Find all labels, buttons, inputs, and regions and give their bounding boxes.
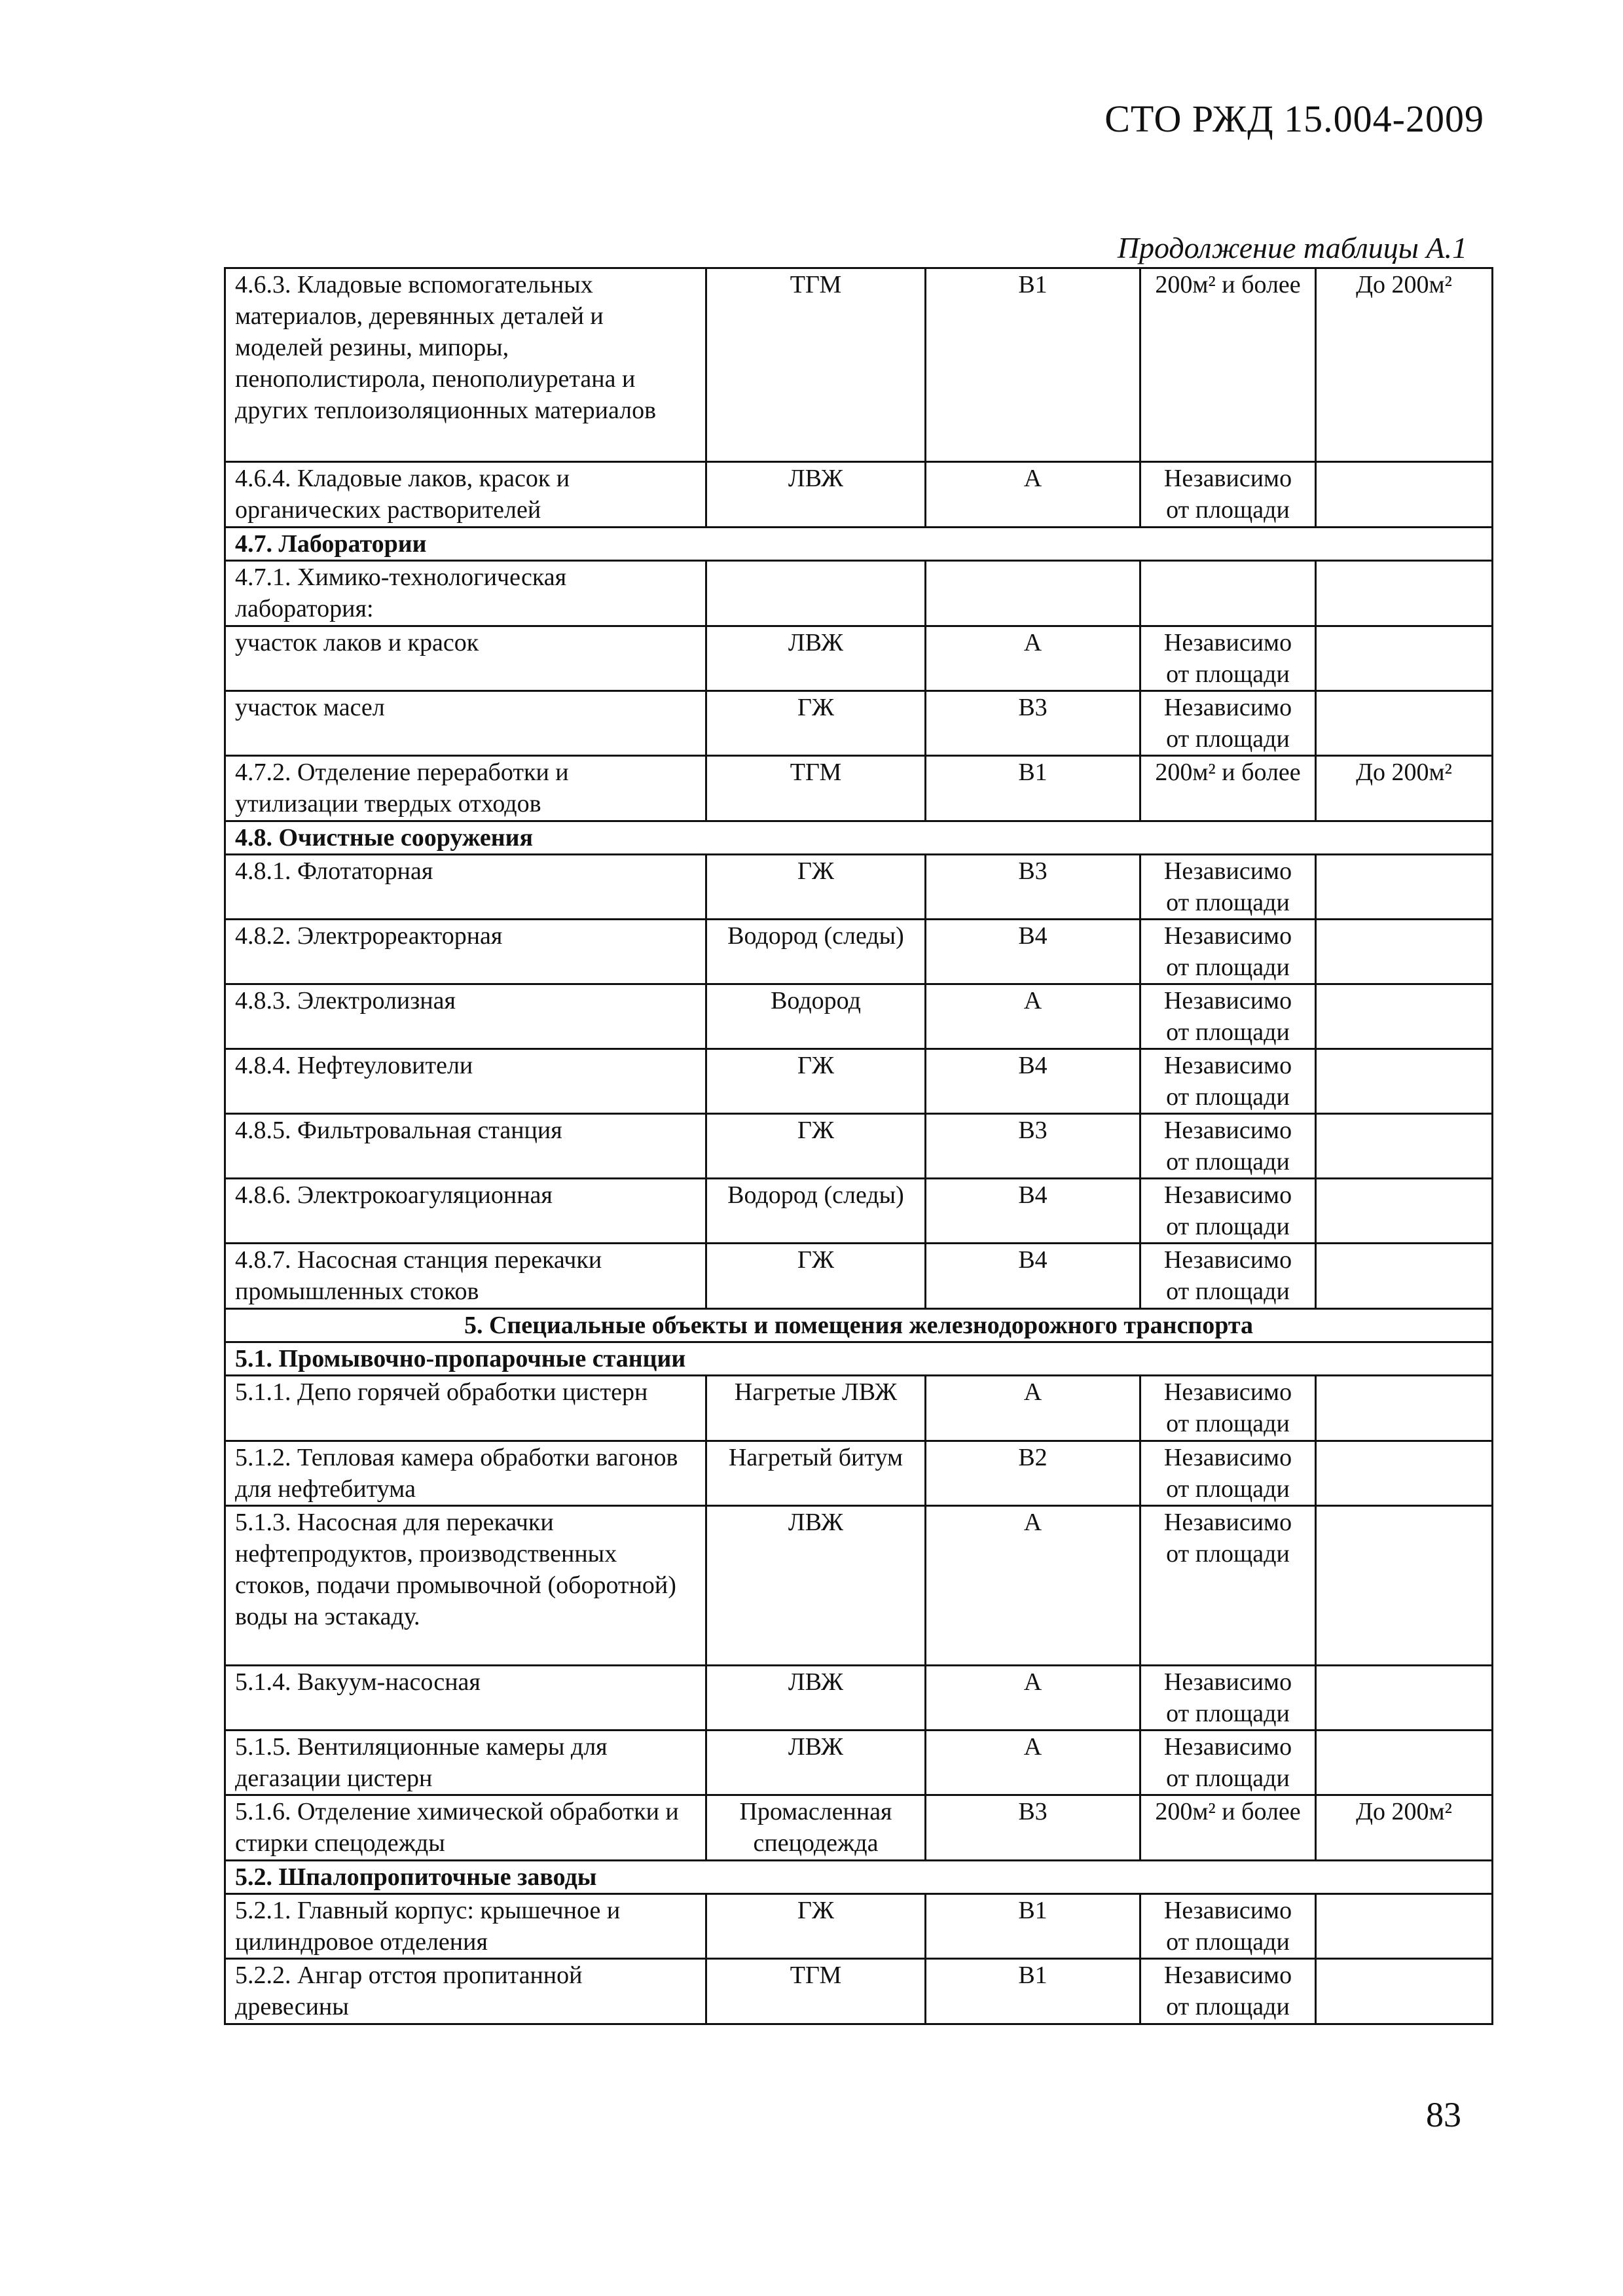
category-cell: В4 [926, 1049, 1140, 1114]
substance-cell: ЛВЖ [706, 1731, 926, 1795]
area-alt-cell: До 200м² [1316, 268, 1493, 462]
page-number: 83 [1426, 2095, 1461, 2134]
section-header-row [225, 1861, 1493, 1894]
substance-cell: ГЖ [706, 691, 926, 756]
area-condition-cell: 200м² и более [1140, 1795, 1316, 1861]
substance-cell [706, 561, 926, 626]
section-title: 5.2. Шпалопропиточные заводы [225, 1861, 1493, 1894]
area-condition-cell: 200м² и более [1140, 756, 1316, 821]
area-alt-cell [1316, 1506, 1493, 1666]
category-cell: В3 [926, 1795, 1140, 1861]
section-title: 4.8. Очистные сооружения [225, 821, 1493, 855]
area-condition-cell: Независимо от площади [1140, 1376, 1316, 1441]
substance-cell: ГЖ [706, 1114, 926, 1179]
area-alt-cell [1316, 1376, 1493, 1441]
room-name-cell: 4.6.3. Кладовые вспомогательных материалов, деревянных деталей и моделей резины, мипоры, пенополистирола, пенополиуретана и других теплоизоляционных материалов [225, 268, 706, 462]
table-row [225, 1506, 1493, 1666]
area-condition-cell: Независимо от площади [1140, 1049, 1316, 1114]
substance-cell: Нагретый битум [706, 1441, 926, 1506]
section-header-row [225, 821, 1493, 855]
area-alt-cell [1316, 1179, 1493, 1244]
room-name-cell: 4.8.4. Нефтеуловители [225, 1049, 706, 1114]
table-row [225, 1049, 1493, 1114]
area-alt-cell: До 200м² [1316, 1795, 1493, 1861]
area-alt-cell [1316, 984, 1493, 1049]
room-name-cell: 4.7.2. Отделение переработки и утилизации твердых отходов [225, 756, 706, 821]
table-row [225, 1959, 1493, 2024]
category-cell: В4 [926, 1179, 1140, 1244]
room-name-cell: 4.8.3. Электролизная [225, 984, 706, 1049]
category-cell: А [926, 1376, 1140, 1441]
area-alt-cell [1316, 855, 1493, 920]
area-condition-cell: Независимо от площади [1140, 1244, 1316, 1309]
room-name-cell: 5.1.5. Вентиляционные камеры для дегазации цистерн [225, 1731, 706, 1795]
room-name-cell: 5.1.3. Насосная для перекачки нефтепродуктов, производственных стоков, подачи промывочной (оборотной) воды на эстакаду. [225, 1506, 706, 1666]
table-row [225, 691, 1493, 756]
category-cell: В1 [926, 1894, 1140, 1959]
section-title: 4.7. Лаборатории [225, 528, 1493, 561]
substance-cell: ТГМ [706, 268, 926, 462]
table-row [225, 1114, 1493, 1179]
area-condition-cell: Независимо от площади [1140, 1179, 1316, 1244]
substance-cell: ТГМ [706, 1959, 926, 2024]
substance-cell: ЛВЖ [706, 462, 926, 528]
category-cell: В4 [926, 1244, 1140, 1309]
substance-cell: ТГМ [706, 756, 926, 821]
area-alt-cell [1316, 1049, 1493, 1114]
area-alt-cell [1316, 1244, 1493, 1309]
substance-cell: ЛВЖ [706, 626, 926, 691]
section-title: 5. Специальные объекты и помещения железнодорожного транспорта [225, 1309, 1493, 1342]
table-row [225, 1666, 1493, 1731]
substance-cell: ЛВЖ [706, 1506, 926, 1666]
table-row [225, 626, 1493, 691]
substance-cell: ГЖ [706, 1049, 926, 1114]
category-cell: А [926, 1731, 1140, 1795]
category-cell: В3 [926, 1114, 1140, 1179]
room-name-cell: 5.2.2. Ангар отстоя пропитанной древесины [225, 1959, 706, 2024]
table-row [225, 756, 1493, 821]
area-condition-cell: Независимо от площади [1140, 1114, 1316, 1179]
table-row [225, 920, 1493, 984]
area-condition-cell: Независимо от площади [1140, 1731, 1316, 1795]
category-cell: В2 [926, 1441, 1140, 1506]
substance-cell: ГЖ [706, 1894, 926, 1959]
area-alt-cell [1316, 920, 1493, 984]
room-name-cell: 5.1.1. Депо горячей обработки цистерн [225, 1376, 706, 1441]
substance-cell: Водород (следы) [706, 920, 926, 984]
area-condition-cell: Независимо от площади [1140, 1959, 1316, 2024]
category-cell: А [926, 626, 1140, 691]
room-name-cell: 5.1.2. Тепловая камера обработки вагонов для нефтебитума [225, 1441, 706, 1506]
area-condition-cell: 200м² и более [1140, 268, 1316, 462]
area-alt-cell [1316, 1441, 1493, 1506]
table-row [225, 1179, 1493, 1244]
area-condition-cell: Независимо от площади [1140, 1894, 1316, 1959]
section-header-row [225, 528, 1493, 561]
table-row [225, 268, 1493, 462]
category-cell: А [926, 462, 1140, 528]
room-name-cell: участок масел [225, 691, 706, 756]
table-row [225, 1244, 1493, 1309]
table-row [225, 1376, 1493, 1441]
room-name-cell: 4.8.1. Флотаторная [225, 855, 706, 920]
area-alt-cell [1316, 626, 1493, 691]
category-cell: В3 [926, 855, 1140, 920]
category-cell: В1 [926, 756, 1140, 821]
category-cell: А [926, 1666, 1140, 1731]
category-cell: А [926, 1506, 1140, 1666]
area-alt-cell [1316, 462, 1493, 528]
area-condition-cell: Независимо от площади [1140, 984, 1316, 1049]
requirements-table [224, 267, 1493, 2025]
area-alt-cell [1316, 1666, 1493, 1731]
table-row [225, 1731, 1493, 1795]
room-name-cell: участок лаков и красок [225, 626, 706, 691]
category-cell: А [926, 984, 1140, 1049]
area-condition-cell [1140, 561, 1316, 626]
room-name-cell: 4.8.6. Электрокоагуляционная [225, 1179, 706, 1244]
section-title: 5.1. Промывочно-пропарочные станции [225, 1342, 1493, 1376]
table-row [225, 984, 1493, 1049]
area-condition-cell: Независимо от площади [1140, 1441, 1316, 1506]
substance-cell: ГЖ [706, 1244, 926, 1309]
area-condition-cell: Независимо от площади [1140, 626, 1316, 691]
area-alt-cell [1316, 561, 1493, 626]
table-row [225, 462, 1493, 528]
area-condition-cell: Независимо от площади [1140, 462, 1316, 528]
room-name-cell: 4.8.2. Электрореакторная [225, 920, 706, 984]
table-row [225, 1894, 1493, 1959]
substance-cell: Водород (следы) [706, 1179, 926, 1244]
area-condition-cell: Независимо от площади [1140, 691, 1316, 756]
area-alt-cell [1316, 1959, 1493, 2024]
room-name-cell: 4.8.5. Фильтровальная станция [225, 1114, 706, 1179]
area-alt-cell [1316, 1894, 1493, 1959]
substance-cell: ЛВЖ [706, 1666, 926, 1731]
area-condition-cell: Независимо от площади [1140, 1666, 1316, 1731]
area-condition-cell: Независимо от площади [1140, 920, 1316, 984]
area-alt-cell [1316, 1731, 1493, 1795]
area-alt-cell [1316, 691, 1493, 756]
category-cell: В4 [926, 920, 1140, 984]
substance-cell: ГЖ [706, 855, 926, 920]
substance-cell: Водород [706, 984, 926, 1049]
table-row [225, 1441, 1493, 1506]
table-row [225, 1795, 1493, 1861]
category-cell: В1 [926, 1959, 1140, 2024]
room-name-cell: 5.2.1. Главный корпус: крышечное и цилиндровое отделения [225, 1894, 706, 1959]
area-alt-cell [1316, 1114, 1493, 1179]
area-alt-cell: До 200м² [1316, 756, 1493, 821]
room-name-cell: 4.8.7. Насосная станция перекачки промышленных стоков [225, 1244, 706, 1309]
section-header-row [225, 1309, 1493, 1342]
category-cell: В1 [926, 268, 1140, 462]
table-row [225, 855, 1493, 920]
room-name-cell: 4.7.1. Химико-технологическая лаборатория: [225, 561, 706, 626]
substance-cell: Нагретые ЛВЖ [706, 1376, 926, 1441]
room-name-cell: 5.1.4. Вакуум-насосная [225, 1666, 706, 1731]
table-continuation-label: Продолжение таблицы А.1 [1117, 231, 1467, 264]
substance-cell: Промасленная спецодежда [706, 1795, 926, 1861]
room-name-cell: 5.1.6. Отделение химической обработки и стирки спецодежды [225, 1795, 706, 1861]
table-row [225, 561, 1493, 626]
category-cell [926, 561, 1140, 626]
document-id: СТО РЖД 15.004-2009 [1104, 98, 1484, 140]
category-cell: В3 [926, 691, 1140, 756]
area-condition-cell: Независимо от площади [1140, 1506, 1316, 1666]
room-name-cell: 4.6.4. Кладовые лаков, красок и органических растворителей [225, 462, 706, 528]
area-condition-cell: Независимо от площади [1140, 855, 1316, 920]
section-header-row [225, 1342, 1493, 1376]
